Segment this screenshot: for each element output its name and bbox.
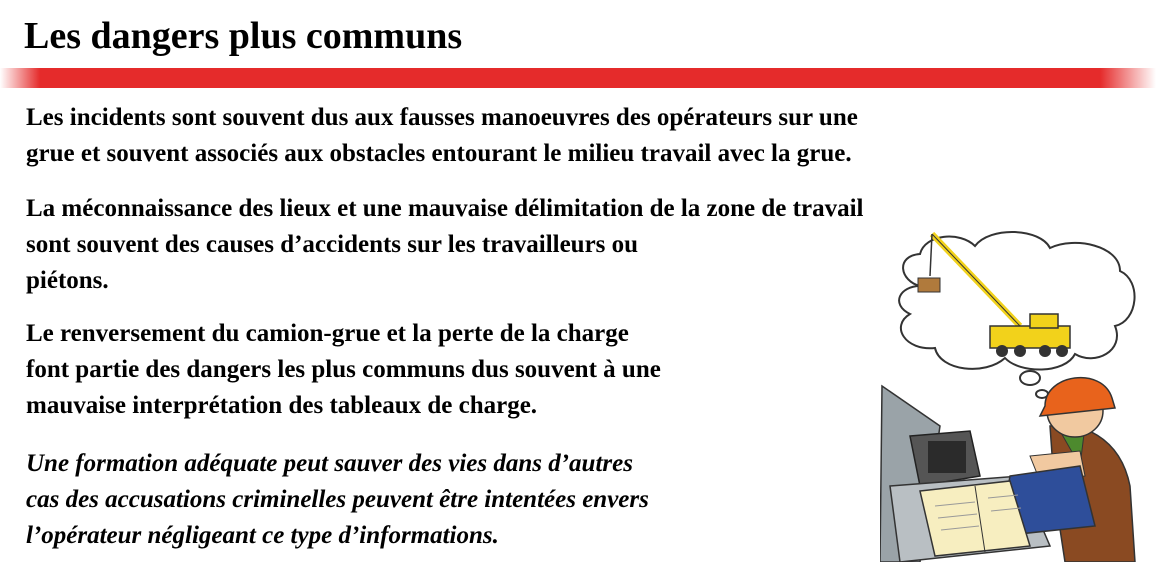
paragraph-line: grue et souvent associés aux obstacles entourant le milieu travail avec la grue.	[26, 140, 852, 167]
paragraph-line: mauvaise interprétation des tableaux de charge.	[26, 392, 538, 419]
paragraph-line: Les incidents sont souvent dus aux fausses manoeuvres des opérateurs sur une	[26, 104, 858, 131]
paragraph-incidents	[26, 100, 1126, 172]
paragraph-overturning	[26, 316, 856, 424]
paragraph-line: font partie des dangers les plus communs dus souvent à une	[26, 356, 661, 383]
page-title: Les dangers plus communs	[24, 15, 463, 57]
paragraph-line: cas des accusations criminelles peuvent être intentées envers	[26, 486, 649, 513]
crane-operator-illustration	[880, 226, 1138, 562]
paragraph-line: La méconnaissance des lieux et une mauvaise délimitation de la zone de travail	[26, 195, 864, 222]
load-chart-book	[920, 481, 1030, 556]
paragraph-training	[26, 446, 856, 554]
paragraph-line: piétons.	[26, 267, 109, 294]
paragraph-line: sont souvent des causes d’accidents sur les travailleurs ou	[26, 231, 639, 258]
paragraph-line: l’opérateur négligeant ce type d’informations.	[26, 522, 499, 549]
paragraph-line: Une formation adéquate peut sauver des vies dans d’autres	[26, 450, 633, 477]
paragraph-line: Le renversement du camion-grue et la perte de la charge	[26, 320, 629, 347]
title-underline-bar	[0, 68, 1156, 88]
thought-cloud	[899, 232, 1134, 398]
